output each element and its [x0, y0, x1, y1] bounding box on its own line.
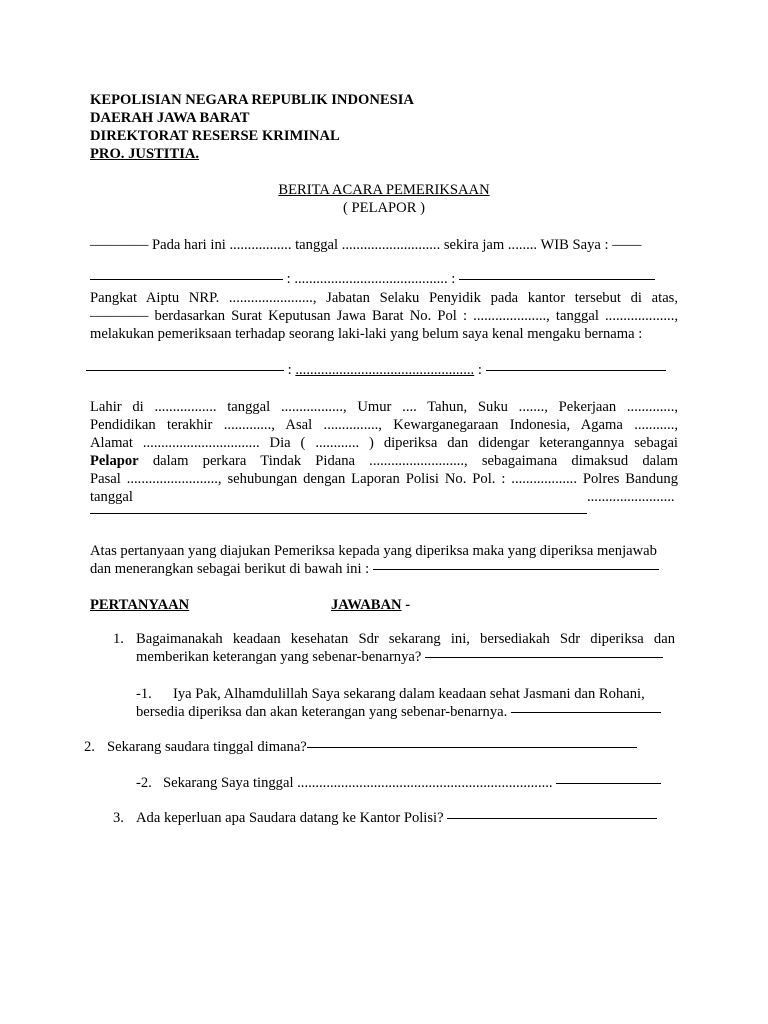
q2-line — [107, 739, 637, 756]
para2-line-5: Pasal ........................., sehubungan dengan Laporan Polisi No. Pol. : .................. Polres Bandung — [90, 471, 678, 487]
para2-line-4 — [90, 453, 678, 470]
reporter-line — [86, 362, 666, 379]
para3-line-1: Atas pertanyaan yang diajukan Pemeriksa kepada yang diperiksa maka yang diperiksa menjawab — [90, 543, 657, 559]
reporter-rule-left — [86, 370, 284, 371]
reporter-colon-1: : — [287, 362, 292, 378]
document-title: BERITA ACARA PEMERIKSAAN — [278, 182, 490, 198]
q1-line-2-text: memberikan keterangan yang sebenar-benarnya? — [136, 649, 422, 665]
q3-text: Ada keperluan apa Saudara datang ke Kantor Polisi? — [136, 810, 444, 826]
para2-line-3: Alamat ................................ Dia ( ............ ) diperiksa dan didengar keterangannya sebagai — [90, 435, 678, 451]
q2-text: Sekarang saudara tinggal dimana? — [107, 739, 307, 755]
q1-number: 1. — [113, 631, 124, 647]
para1-dash: ———— — [90, 308, 149, 324]
header-line-3: DIREKTORAT RESERSE KRIMINAL — [90, 128, 340, 144]
para2-line-2: Pendidikan terakhir ............., Asal ..............., Kewarganegaraan Indonesia, Agama ..........., — [90, 417, 678, 433]
a1-line-2-text: bersedia diperiksa dan akan keterangan yang sebenar-benarnya. — [136, 704, 508, 720]
column-answer-label: JAWABAN — [331, 597, 402, 613]
name-line-text: : .......................................... : — [286, 271, 456, 287]
para1-line-2 — [90, 308, 678, 325]
q1-line-1: Bagaimanakah keadaan kesehatan Sdr sekarang ini, bersediakah Sdr diperiksa dan — [136, 631, 675, 647]
opening-text: Pada hari ini ................. tanggal ........................... sekira jam ........ WIB Saya : — [152, 237, 609, 253]
para2-line-1: Lahir di ................. tanggal ................., Umur .... Tahun, Suku ......., Pekerjaan ............., — [90, 399, 678, 415]
opening-dash-right: —— — [612, 237, 642, 253]
a2-text: Sekarang Saya tinggal ...................................................................... — [163, 775, 553, 791]
column-answer — [331, 597, 410, 614]
name-line — [90, 271, 655, 288]
a2-rule — [556, 783, 661, 784]
q3-rule — [447, 818, 657, 819]
para1-line-3: melakukan pemeriksaan terhadap seorang laki-laki yang belum saya kenal mengaku bernama : — [90, 326, 643, 342]
para2-line-4-text: dalam perkara Tindak Pidana .........................., sebagaimana dimaksud dalam — [152, 453, 678, 469]
name-line-rule-left — [90, 279, 283, 280]
para2-bold-pelapor: Pelapor — [90, 453, 139, 469]
opening-dash-left: ———— — [90, 237, 149, 253]
q3-line — [136, 810, 657, 827]
a2-number: -2. — [136, 775, 152, 791]
header-line-2: DAERAH JAWA BARAT — [90, 110, 250, 126]
a1-number: -1. — [136, 686, 152, 702]
para1-line-2-text: berdasarkan Surat Keputusan Jawa Barat No. Pol : ...................., tanggal ..................., — [154, 308, 678, 324]
para3-line-2 — [90, 561, 659, 578]
q2-rule — [307, 747, 637, 748]
opening-line — [90, 237, 641, 254]
para2-line-6-left: tanggal — [90, 489, 133, 505]
para2-end-rule — [90, 513, 587, 514]
q2-number: 2. — [84, 739, 95, 755]
q3-number: 3. — [113, 810, 124, 826]
a2-line — [163, 775, 661, 792]
para3-rule — [373, 569, 659, 570]
reporter-rule-right — [486, 370, 666, 371]
para1-line-1: Pangkat Aiptu NRP. ......................., Jabatan Selaku Penyidik pada kantor tersebut di atas, — [90, 290, 678, 306]
q1-rule — [425, 657, 663, 658]
a1-rule — [511, 712, 661, 713]
a1-line-1: Iya Pak, Alhamdulillah Saya sekarang dalam keadaan sehat Jasmani dan Rohani, — [173, 686, 645, 702]
document-subtitle: ( PELAPOR ) — [343, 200, 425, 216]
reporter-name-dots: ................................................. — [295, 362, 475, 378]
column-question: PERTANYAAN — [90, 597, 190, 613]
header-line-1: KEPOLISIAN NEGARA REPUBLIK INDONESIA — [90, 92, 414, 108]
column-answer-suffix: - — [405, 597, 411, 613]
para3-line-2-text: dan menerangkan sebagai berikut di bawah ini : — [90, 561, 370, 577]
reporter-colon-2: : — [477, 362, 482, 378]
name-line-rule-right — [459, 279, 655, 280]
a1-line-2 — [136, 704, 661, 721]
q1-line-2 — [136, 649, 663, 666]
header-line-4: PRO. JUSTITIA. — [90, 146, 200, 162]
para2-line-6-right: ........................ — [587, 489, 675, 505]
